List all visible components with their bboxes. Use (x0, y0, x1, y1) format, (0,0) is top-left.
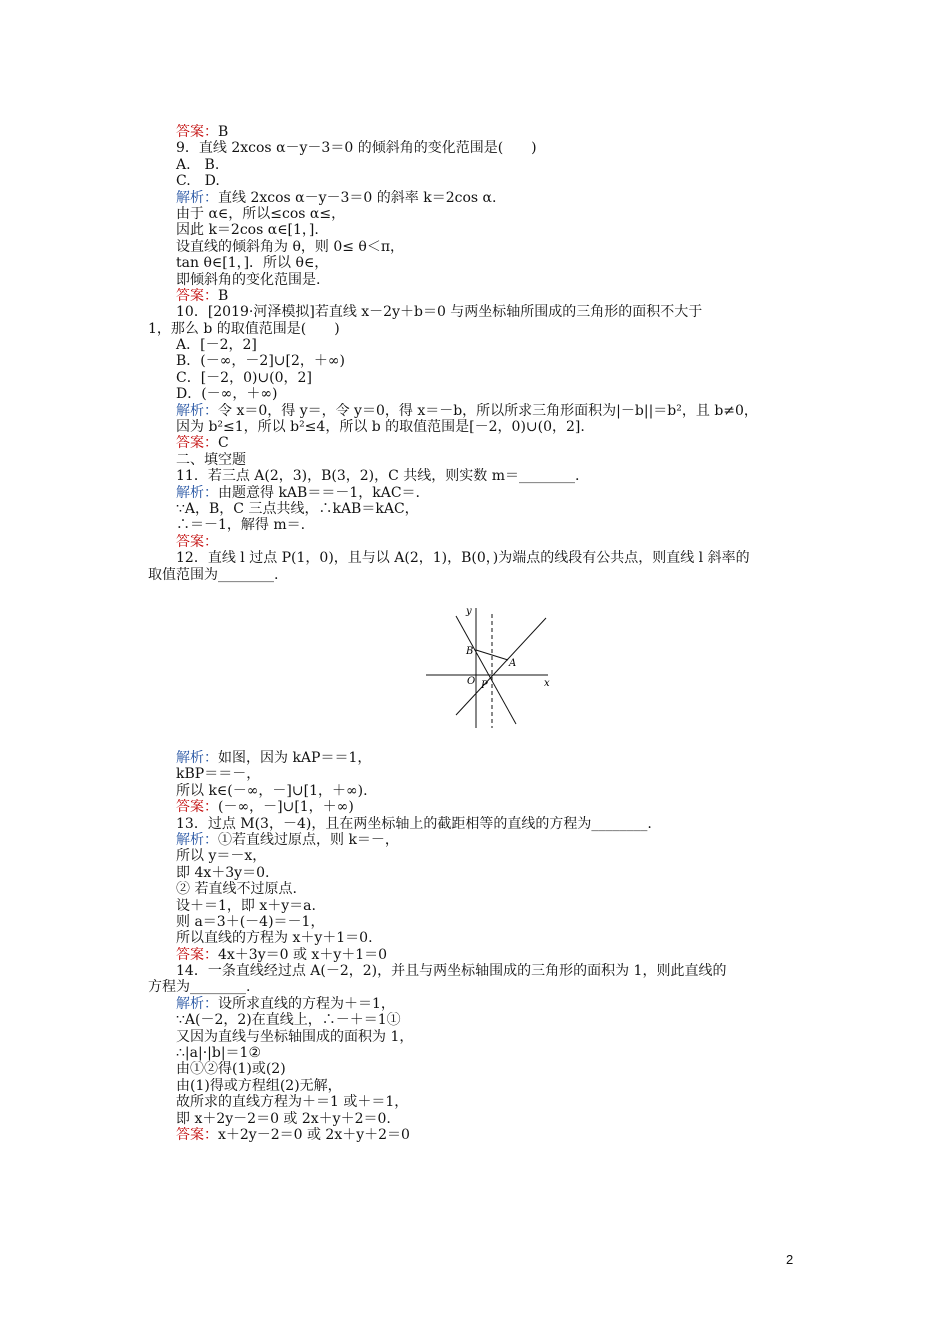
answer-label: 答案： (176, 435, 218, 452)
line-text: 故所求的直线方程为＋＝1 或＋＝1， (176, 1094, 409, 1111)
text-line (148, 783, 808, 799)
line-text: 因为 b²≤1，所以 b²≤4，所以 b 的取值范围是[－2，0)∪(0，2]. (176, 419, 585, 436)
label-p: P (481, 680, 488, 691)
text-block-top (148, 124, 808, 583)
line-text: 由①②得(1)或(2) (176, 1061, 286, 1078)
line-text: 二、填空题 (176, 451, 246, 468)
line-text: A. B. (176, 156, 220, 173)
text-line (148, 550, 808, 566)
line-pb (456, 616, 516, 724)
line-text: 取值范围为________. (148, 566, 279, 583)
label-o: O (467, 676, 476, 687)
line-text: 如图，因为 kAP＝＝1， (218, 750, 372, 766)
text-line (148, 140, 808, 156)
line-text: 由题意得 kAB＝＝－1，kAC＝. (218, 484, 420, 501)
text-line (148, 517, 808, 533)
line-text: ∴＝－1，解得 m＝. (176, 517, 306, 534)
text-line (148, 403, 808, 419)
line-text: C (218, 435, 229, 452)
line-text: ∴|a|·|b|＝1② (176, 1045, 261, 1062)
text-line (148, 766, 808, 782)
solution-label: 解析： (176, 484, 218, 501)
answer-label: 答案： (176, 946, 218, 963)
label-y: y (466, 606, 472, 617)
text-line (148, 239, 808, 255)
text-line (148, 485, 808, 501)
answer-label: 答案： (176, 799, 218, 816)
line-text: C．[－2，0)∪(0，2] (176, 369, 312, 386)
text-line (148, 947, 808, 963)
text-line (148, 435, 808, 451)
line-text: tan θ∈[1，]．所以 θ∈， (176, 255, 329, 272)
line-text: ② 若直线不过原点. (176, 881, 297, 898)
solution-label: 解析： (176, 189, 218, 206)
page-number: 2 (786, 1252, 794, 1267)
answer-label: 答案： (176, 1126, 218, 1143)
solution-label: 解析： (176, 402, 218, 419)
line-text: 即 4x＋3y＝0. (176, 864, 270, 881)
text-line (148, 337, 808, 353)
text-line (148, 1045, 808, 1061)
line-text: kBP＝＝－， (176, 766, 261, 783)
answer-label: 答案： (176, 533, 218, 550)
line-text: 设所求直线的方程为＋＝1， (218, 995, 395, 1012)
line-text: C. D. (176, 173, 220, 190)
solution-label: 解析： (176, 831, 218, 848)
line-text: B (218, 124, 229, 140)
line-text: 令 x＝0，得 y＝，令 y＝0，得 x＝－b，所以所求三角形面积为|－b||＝b²，且 b≠0， (218, 402, 758, 419)
line-text: ∵A，B，C 三点共线，∴kAB＝kAC， (176, 500, 419, 517)
text-line (148, 222, 808, 238)
line-text: ∵A(－2，2)在直线上，∴－＋＝1① (176, 1012, 401, 1029)
text-line (148, 567, 808, 583)
text-line (148, 979, 808, 995)
line-text: 所以直线的方程为 x＋y＋1＝0. (176, 930, 373, 947)
text-line (148, 386, 808, 402)
text-line (148, 930, 808, 946)
line-text: A．[－2，2] (176, 337, 257, 354)
text-line (148, 468, 808, 484)
text-line (148, 881, 808, 897)
text-line (148, 799, 808, 815)
line-text: 13．过点 M(3，－4)，且在两坐标轴上的截距相等的直线的方程为________. (176, 815, 652, 832)
text-line (148, 1127, 808, 1143)
line-text: 因此 k＝2cos α∈[1，]. (176, 222, 319, 239)
line-text: 11．若三点 A(2，3)，B(3，2)，C 共线，则实数 m＝________. (176, 468, 580, 485)
line-text: 所以 k∈(－∞，－]∪[1，＋∞). (176, 782, 368, 799)
text-line (148, 996, 808, 1012)
line-text: 直线 2xcos α－y－3＝0 的斜率 k＝2cos α. (218, 189, 497, 206)
text-line (148, 1078, 808, 1094)
text-line (148, 1111, 808, 1127)
text-line (148, 865, 808, 881)
text-line (148, 370, 808, 386)
text-line (148, 501, 808, 517)
label-a: A (509, 658, 517, 669)
line-text: x＋2y－2＝0 或 2x＋y＋2＝0 (218, 1126, 410, 1143)
text-line (148, 304, 808, 320)
text-line (148, 190, 808, 206)
line-text: 9．直线 2xcos α－y－3＝0 的倾斜角的变化范围是( ) (176, 140, 537, 157)
line-text: 14．一条直线经过点 A(－2，2)，并且与两坐标轴围成的三角形的面积为 1，则此直线的 (176, 963, 727, 980)
answer-label: 答案： (176, 287, 218, 304)
answer-label: 答案： (176, 124, 218, 140)
text-line (148, 1012, 808, 1028)
line-text: 设＋＝1，即 x＋y＝a. (176, 897, 316, 914)
coordinate-figure (420, 602, 560, 732)
text-line (148, 750, 808, 766)
line-text: 所以 y＝－x， (176, 848, 267, 865)
text-line (148, 534, 808, 550)
text-line (148, 206, 808, 222)
text-line (148, 963, 808, 979)
text-line (148, 1029, 808, 1045)
line-text: (－∞，－]∪[1，＋∞) (218, 799, 354, 816)
text-line (148, 272, 808, 288)
label-x: x (544, 678, 550, 689)
text-line (148, 1061, 808, 1077)
text-line (148, 255, 808, 271)
text-line (148, 173, 808, 189)
line-text: 4x＋3y＝0 或 x＋y＋1＝0 (218, 946, 388, 963)
solution-label: 解析： (176, 995, 218, 1012)
text-line (148, 419, 808, 435)
text-line (148, 832, 808, 848)
line-text: B (218, 287, 229, 304)
text-line (148, 898, 808, 914)
line-text: 方程为________. (148, 979, 251, 996)
line-text: 设直线的倾斜角为 θ，则 0≤ θ＜π， (176, 238, 405, 255)
label-b: B (466, 646, 474, 657)
line-text: 即 x＋2y－2＝0 或 2x＋y＋2＝0. (176, 1110, 391, 1127)
line-text: ①若直线过原点，则 k＝－， (218, 831, 399, 848)
text-block-bottom (148, 750, 808, 1143)
text-line (148, 1094, 808, 1110)
text-line (148, 452, 808, 468)
line-text: 12．直线 l 过点 P(1，0)，且与以 A(2，1)，B(0，)为端点的线段有公共点，则直线 l 斜率的 (176, 550, 750, 567)
line-text: 即倾斜角的变化范围是. (176, 271, 321, 288)
line-text: 10．[2019·河泽模拟]若直线 x－2y＋b＝0 与两坐标轴所围成的三角形的面积不大于 (176, 304, 703, 321)
solution-label: 解析： (176, 750, 218, 766)
line-text: 1，那么 b 的取值范围是( ) (148, 320, 340, 337)
line-text: 又因为直线与坐标轴围成的面积为 1， (176, 1028, 414, 1045)
text-line (148, 353, 808, 369)
text-line (148, 124, 808, 140)
line-pa (456, 618, 546, 715)
text-line (148, 321, 808, 337)
text-line (148, 848, 808, 864)
line-text: 则 a＝3＋(－4)＝－1， (176, 913, 325, 930)
line-text: 由于 α∈，所以≤cos α≤， (176, 205, 346, 222)
text-line (148, 157, 808, 173)
line-text: D．(－∞，＋∞) (176, 386, 278, 403)
text-line (148, 816, 808, 832)
line-text: B．(－∞，－2]∪[2，＋∞) (176, 353, 346, 370)
text-line (148, 288, 808, 304)
line-text: 由(1)得或方程组(2)无解， (176, 1077, 342, 1094)
text-line (148, 914, 808, 930)
